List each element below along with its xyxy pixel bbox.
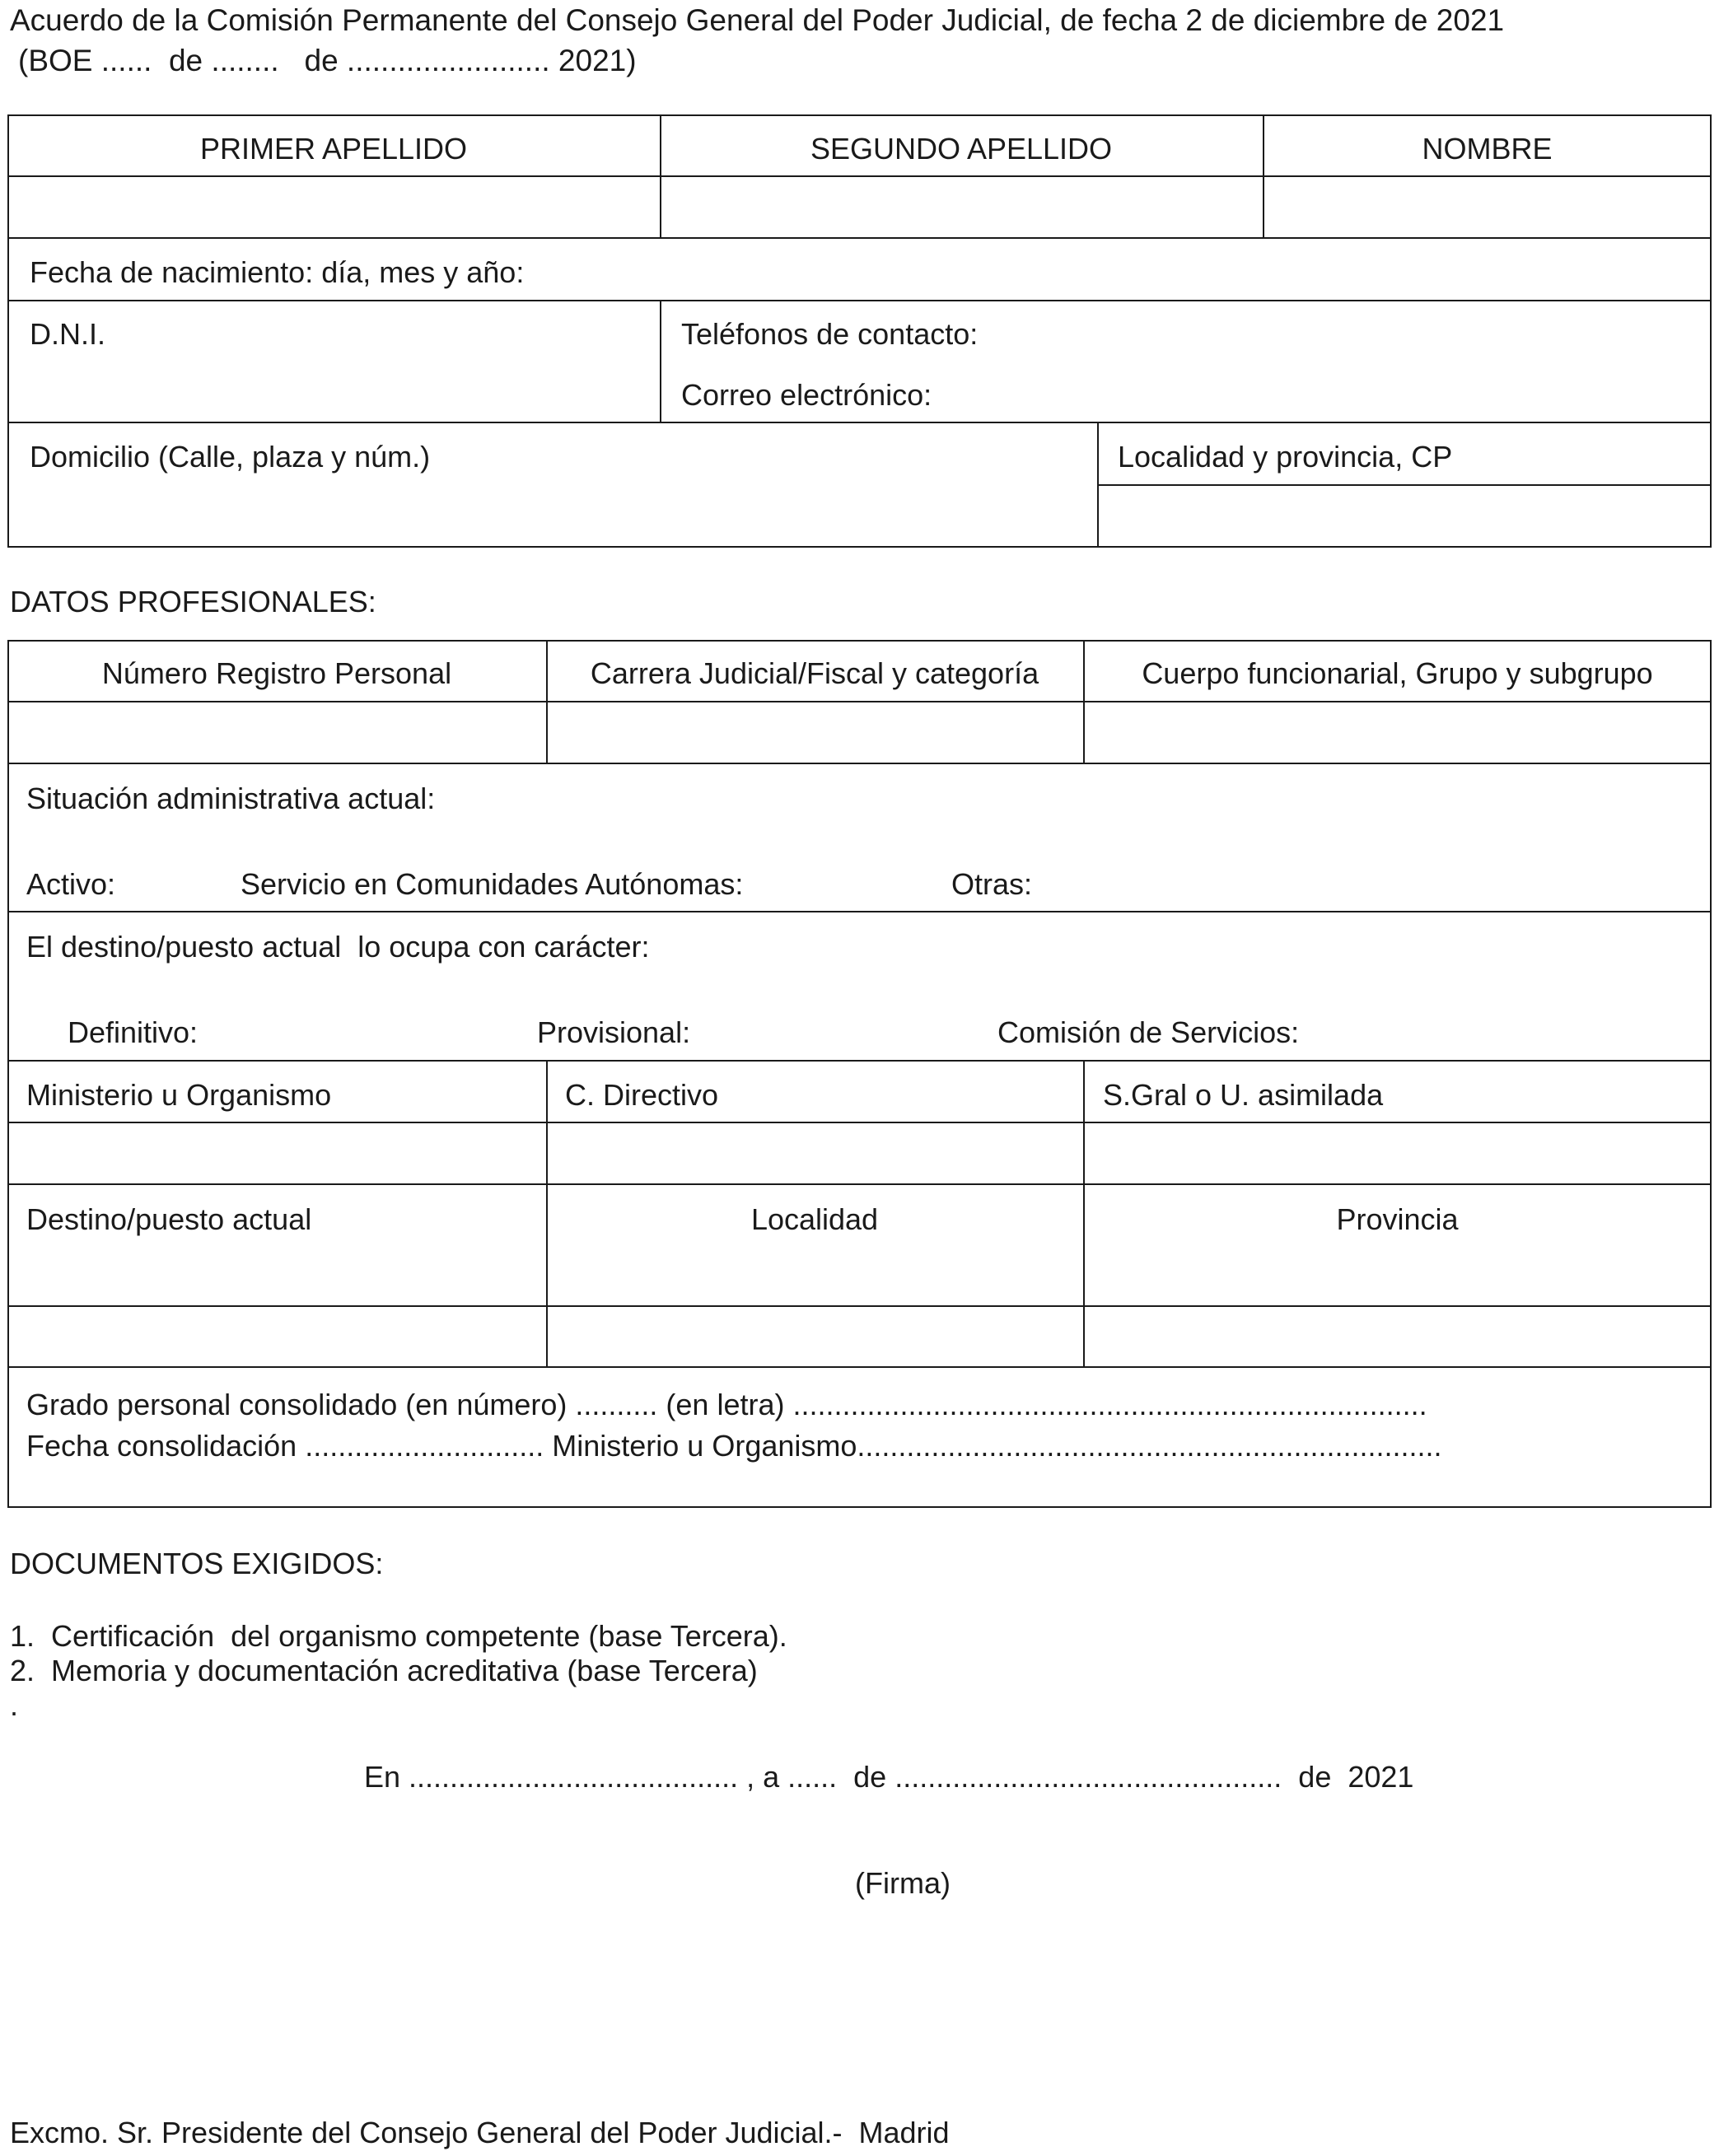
professional-section-title: DATOS PROFESIONALES: (10, 585, 376, 618)
locality-label: Localidad y provincia, CP (1118, 440, 1453, 474)
general-subdirectorate-field[interactable] (1085, 1123, 1710, 1183)
directive-center-field[interactable] (548, 1123, 1081, 1183)
first-surname-header: PRIMER APELLIDO (199, 132, 468, 166)
situation-title: Situación administrativa actual: (26, 782, 436, 815)
post-locality-header: Localidad (750, 1202, 879, 1236)
birth-date-label: Fecha de nacimiento: día, mes y año: (30, 255, 525, 289)
phones-label: Teléfonos de contacto: (681, 317, 979, 351)
current-post-header: Destino/puesto actual (26, 1202, 312, 1236)
situation-option-active[interactable]: Activo: (26, 867, 116, 901)
document-item-1: 1. Certificación del organismo competente (base Tercera). (10, 1619, 787, 1653)
destination-option-provisional[interactable]: Provisional: (537, 1015, 691, 1049)
post-province-header: Provincia (1336, 1202, 1459, 1236)
civil-service-body-field[interactable] (1085, 702, 1710, 762)
registry-number-field[interactable] (9, 702, 544, 762)
document-list-end: . (10, 1688, 19, 1722)
ministry-header: Ministerio u Organismo (26, 1078, 332, 1112)
directive-center-header: C. Directivo (565, 1078, 719, 1112)
civil-service-body-header: Cuerpo funcionarial, Grupo y subgrupo (1142, 656, 1653, 690)
registry-number-header: Número Registro Personal (101, 656, 452, 690)
boe-reference: (BOE ...... de ........ de ........................ 2021) (18, 44, 637, 77)
destination-option-commission[interactable]: Comisión de Servicios: (997, 1015, 1300, 1049)
current-post-field[interactable] (9, 1307, 544, 1365)
name-field[interactable] (1264, 177, 1710, 236)
first-surname-field[interactable] (9, 177, 658, 236)
place-date-line: En ........................................ , a ...... de ............................................... de 2021 (364, 1760, 1414, 1794)
dni-label: D.N.I. (30, 317, 106, 351)
second-surname-field[interactable] (661, 177, 1261, 236)
professional-data-table (7, 640, 1712, 1508)
career-header: Carrera Judicial/Fiscal y categoría (590, 656, 1039, 690)
post-locality-field[interactable] (548, 1307, 1081, 1365)
situation-option-other[interactable]: Otras: (951, 867, 1033, 901)
post-province-field[interactable] (1085, 1307, 1710, 1365)
destination-title: El destino/puesto actual lo ocupa con carácter: (26, 930, 650, 964)
consolidation-date-line: Fecha consolidación ............................. Ministerio u Organismo....................................................................... (26, 1429, 1442, 1463)
document-item-2: 2. Memoria y documentación acreditativa (base Tercera) (10, 1654, 758, 1687)
signature-label: (Firma) (855, 1866, 951, 1900)
address-label: Domicilio (Calle, plaza y núm.) (30, 440, 431, 474)
second-surname-header: SEGUNDO APELLIDO (810, 132, 1113, 166)
career-field[interactable] (548, 702, 1081, 762)
email-label: Correo electrónico: (681, 378, 932, 412)
general-subdirectorate-header: S.Gral o U. asimilada (1103, 1078, 1384, 1112)
destination-option-definitive[interactable]: Definitivo: (68, 1015, 199, 1049)
situation-option-autonomous[interactable]: Servicio en Comunidades Autónomas: (241, 867, 744, 901)
addressee-footer: Excmo. Sr. Presidente del Consejo General del Poder Judicial.- Madrid (10, 2116, 950, 2149)
consolidated-grade-line: Grado personal consolidado (en número) .......... (en letra) ............................................................................. (26, 1388, 1427, 1421)
ministry-field[interactable] (9, 1123, 544, 1183)
documents-title: DOCUMENTOS EXIGIDOS: (10, 1547, 384, 1580)
name-header: NOMBRE (1422, 132, 1553, 166)
document-title: Acuerdo de la Comisión Permanente del Consejo General del Poder Judicial, de fecha 2 de diciembre de 2021 (10, 3, 1505, 37)
